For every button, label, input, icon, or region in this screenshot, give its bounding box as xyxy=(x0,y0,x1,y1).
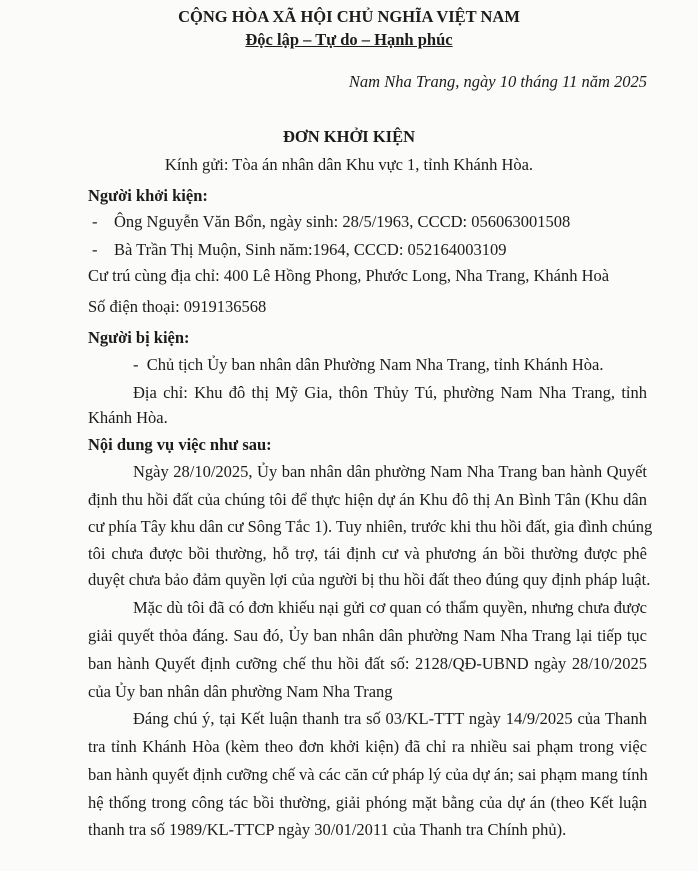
paragraph-line: tôi chưa được bồi thường, hỗ trợ, tái định cư và phương án bồi thường được phê xyxy=(88,544,647,563)
paragraph-line: Mặc dù tôi đã có đơn khiếu nại gửi cơ quan có thẩm quyền, nhưng chưa được xyxy=(133,598,647,617)
plaintiff-text: Ông Nguyễn Văn Bổn, ngày sinh: 28/5/1963, CCCD: 056063001508 xyxy=(114,212,571,231)
defendant-text: Chủ tịch Ủy ban nhân dân Phường Nam Nha Trang, tỉnh Khánh Hòa. xyxy=(146,355,604,374)
paragraph-line: giải quyết thỏa đáng. Sau đó, Ủy ban nhân dân phường Nam Nha Trang lại tiếp tục xyxy=(88,626,647,645)
nation-heading: CỘNG HÒA XÃ HỘI CHỦ NGHĨA VIỆT NAM xyxy=(178,7,520,26)
place-date: Nam Nha Trang, ngày 10 tháng 11 năm 2025 xyxy=(348,72,647,91)
paragraph-line: thanh tra số 1989/KL-TTCP ngày 30/01/2011 của Thanh tra Chính phủ). xyxy=(88,820,567,839)
plaintiff-text: Bà Trần Thị Muộn, Sinh năm:1964, CCCD: 052164003109 xyxy=(114,240,507,259)
paragraph-line: hệ thống trong công tác bồi thường, giải phóng mặt bằng của dự án (theo Kết luận xyxy=(88,793,647,812)
plaintiff-item: - Ông Nguyễn Văn Bổn, ngày sinh: 28/5/1963, CCCD: 056063001508 xyxy=(92,212,571,231)
paragraph-line: cư phía Tây khu dân cư Sông Tắc 1). Tuy nhiên, trước khi thu hồi đất, gia đình chúng xyxy=(88,517,653,536)
plaintiffs-heading: Người khởi kiện: xyxy=(88,186,208,205)
defendant-heading: Người bị kiện: xyxy=(88,328,190,347)
defendant-address-line: Địa chỉ: Khu đô thị Mỹ Gia, thôn Thủy Tú, phường Nam Nha Trang, tỉnh xyxy=(133,383,647,402)
defendant-item: - Chủ tịch Ủy ban nhân dân Phường Nam Nha Trang, tỉnh Khánh Hòa. xyxy=(133,355,604,374)
defendant-address-line: Khánh Hòa. xyxy=(88,408,168,427)
recipient: Kính gửi: Tòa án nhân dân Khu vực 1, tỉnh Khánh Hòa. xyxy=(164,155,534,174)
paragraph-line: ban hành quyết định cưỡng chế và các căn cứ pháp lý của dự án; sai phạm mang tính xyxy=(88,765,648,784)
plaintiffs-address: Cư trú cùng địa chỉ: 400 Lê Hồng Phong, Phước Long, Nha Trang, Khánh Hoà xyxy=(88,266,610,285)
paragraph-line: Đáng chú ý, tại Kết luận thanh tra số 03/KL-TTT ngày 14/9/2025 của Thanh xyxy=(133,709,647,728)
paragraph-line: tra tỉnh Khánh Hòa (kèm theo đơn khởi kiện) đã chỉ ra nhiều sai phạm trong việc xyxy=(88,737,647,756)
paragraph-line: của Ủy ban nhân dân phường Nam Nha Trang xyxy=(88,682,393,701)
paragraph-line: Ngày 28/10/2025, Ủy ban nhân dân phường Nam Nha Trang ban hành Quyết xyxy=(133,462,647,481)
plaintiffs-phone: Số điện thoại: 0919136568 xyxy=(88,297,267,316)
motto xyxy=(0,30,698,50)
paragraph-line: duyệt chưa bảo đảm quyền lợi của người bị thu hồi đất theo đúng quy định pháp luật. xyxy=(88,570,651,589)
paragraph-line: định thu hồi đất của chúng tôi để thực hiện dự án Khu đô thị An Bình Tân (Khu dân xyxy=(88,490,647,509)
content-heading: Nội dung vụ việc như sau: xyxy=(88,435,272,454)
plaintiff-item: - Bà Trần Thị Muộn, Sinh năm:1964, CCCD: 052164003109 xyxy=(92,240,507,259)
document-title: ĐƠN KHỞI KIỆN xyxy=(282,127,416,146)
paragraph-line: ban hành Quyết định cưỡng chế thu hồi đất số: 2128/QĐ-UBND ngày 28/10/2025 xyxy=(88,654,647,673)
motto-text: Độc lập – Tự do – Hạnh phúc xyxy=(245,30,453,49)
